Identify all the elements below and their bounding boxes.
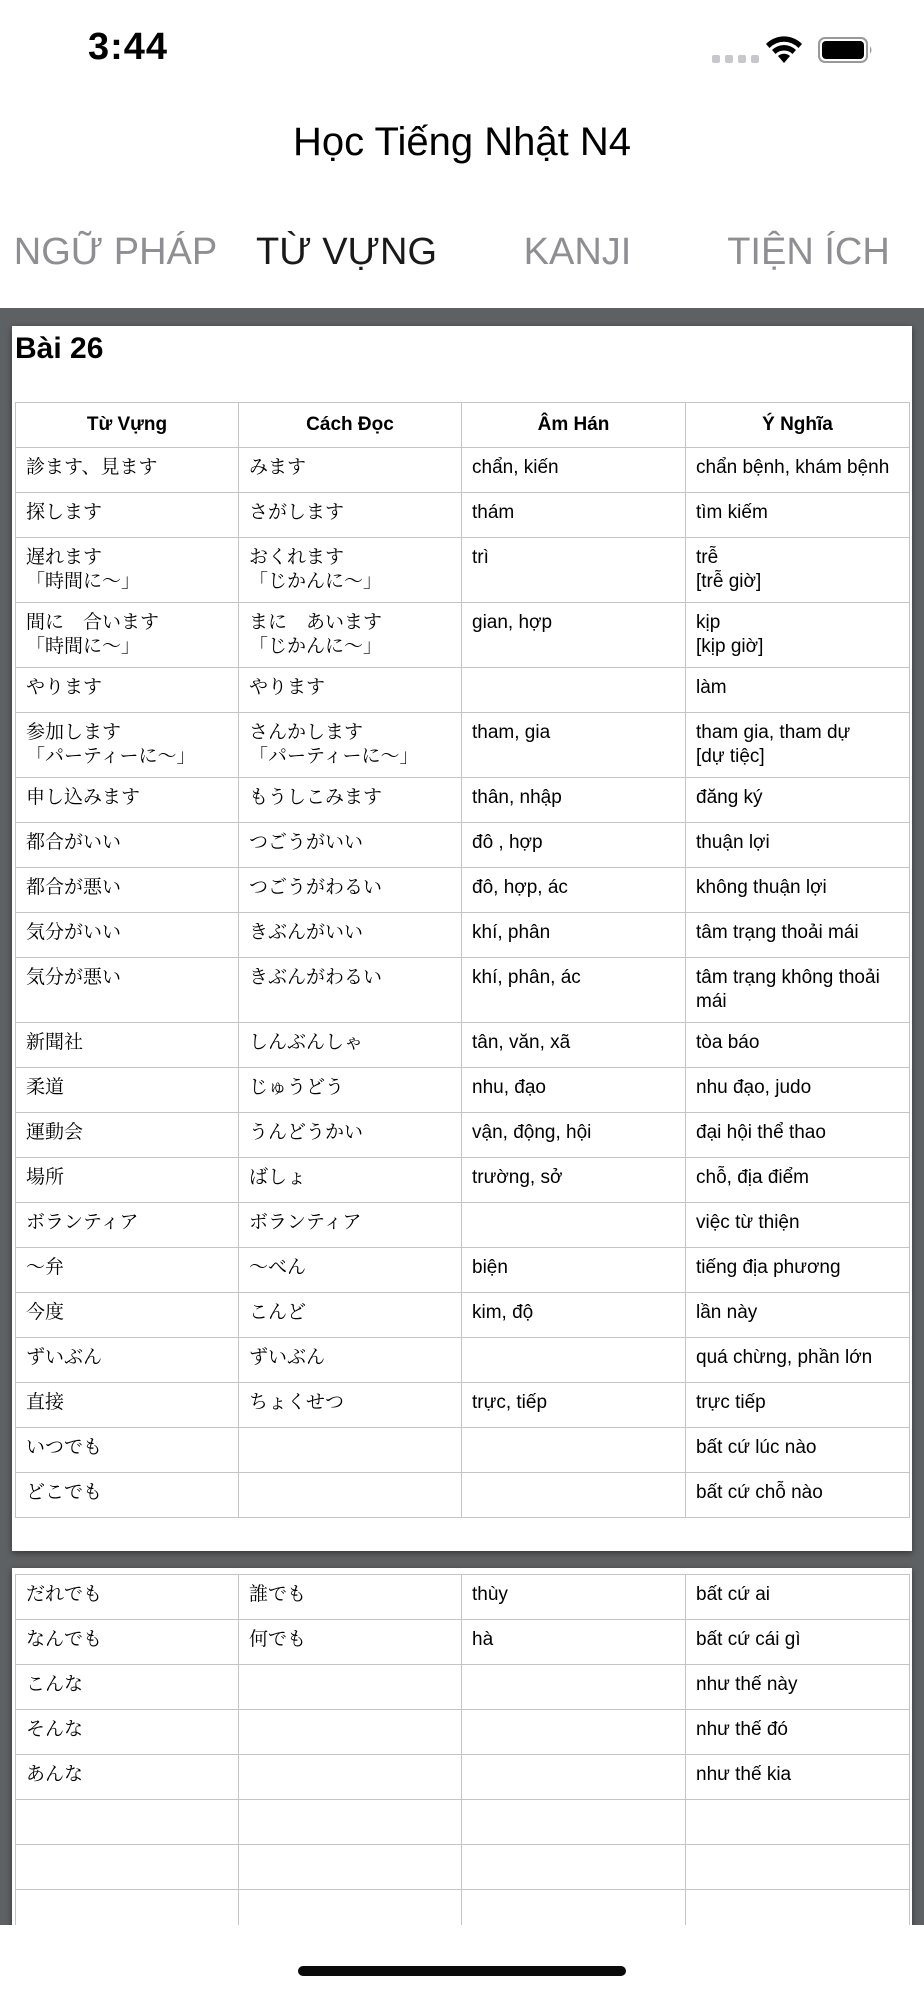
table-row (16, 1890, 910, 1926)
cell-text: kim, độ (472, 1302, 534, 1323)
reading-cell (239, 1068, 462, 1113)
sino-vietnamese-cell (462, 1845, 686, 1890)
cell-text: やります (26, 677, 103, 698)
cell-text: thùy (472, 1584, 508, 1605)
vocab-cell (16, 1575, 239, 1620)
table-row (16, 1428, 910, 1473)
home-indicator[interactable] (298, 1966, 626, 1976)
header-reading: Cách Đọc (239, 403, 462, 448)
sino-vietnamese-cell (462, 1710, 686, 1755)
cell-text: だれでも (26, 1584, 103, 1605)
sino-vietnamese-cell (462, 1338, 686, 1383)
cell-text: [trễ giờ] (696, 571, 762, 592)
tab-kanji[interactable]: KANJI (523, 231, 632, 273)
cell-text: trực, tiếp (472, 1392, 548, 1413)
cell-text: 申し込みます (26, 787, 141, 808)
vocab-cell (16, 778, 239, 823)
cell-text: bất cứ lúc nào (696, 1437, 817, 1458)
vocab-cell (16, 1293, 239, 1338)
table-row (16, 823, 910, 868)
vocabulary-table-continued (15, 1574, 910, 1925)
cell-text: chẩn, kiến (472, 457, 559, 478)
vocab-cell (16, 1620, 239, 1665)
header-meaning: Ý Nghĩa (686, 403, 910, 448)
reading-cell (239, 1248, 462, 1293)
cell-text: bất cứ ai (696, 1584, 770, 1605)
cell-text: 新聞社 (26, 1032, 84, 1053)
sino-vietnamese-cell (462, 713, 686, 778)
meaning-cell (686, 1473, 910, 1518)
vocabulary-table (15, 402, 910, 1518)
table-row (16, 778, 910, 823)
table-row (16, 1158, 910, 1203)
table-row (16, 868, 910, 913)
meaning-cell (686, 1800, 910, 1845)
cell-text: 間に 合います (26, 612, 160, 633)
cell-text: やります (249, 677, 326, 698)
status-time: 3:44 (88, 26, 169, 68)
sino-vietnamese-cell (462, 1203, 686, 1248)
cell-text: ボランティア (249, 1212, 362, 1233)
sino-vietnamese-cell (462, 538, 686, 603)
cell-text: 直接 (26, 1392, 65, 1413)
table-row (16, 1845, 910, 1890)
cell-text: 場所 (26, 1167, 65, 1188)
vocab-cell (16, 1890, 239, 1926)
meaning-cell (686, 1575, 910, 1620)
meaning-cell (686, 1428, 910, 1473)
cell-text: 診ます、見ます (26, 457, 158, 478)
vocab-cell (16, 1665, 239, 1710)
reading-cell (239, 1890, 462, 1926)
cell-text: つごうがいい (249, 832, 364, 853)
reading-cell (239, 1710, 462, 1755)
cell-text: vận, động, hội (472, 1122, 592, 1143)
table-row (16, 1113, 910, 1158)
vocab-cell (16, 913, 239, 958)
document-page-1 (12, 326, 912, 1551)
cell-text: khí, phân (472, 922, 551, 943)
sino-vietnamese-cell (462, 1890, 686, 1926)
cell-text: きぶんがいい (249, 922, 364, 943)
cell-text: lần này (696, 1302, 758, 1323)
reading-cell (239, 603, 462, 668)
cell-text: thuận lợi (696, 832, 770, 853)
vocab-cell (16, 1338, 239, 1383)
sino-vietnamese-cell (462, 448, 686, 493)
table-row (16, 1473, 910, 1518)
cell-text: 「パーティーに～」 (26, 746, 196, 767)
cell-text: 「じかんに～」 (249, 636, 383, 657)
meaning-cell (686, 913, 910, 958)
table-row (16, 668, 910, 713)
cell-text: biện (472, 1257, 508, 1278)
cell-text: khí, phân, ác (472, 967, 581, 988)
cell-text: おくれます (249, 547, 345, 568)
cell-text: ずいぶん (249, 1347, 326, 1368)
vocab-cell (16, 668, 239, 713)
reading-cell (239, 538, 462, 603)
meaning-cell (686, 1023, 910, 1068)
sino-vietnamese-cell (462, 823, 686, 868)
cell-text: quá chừng, phần lớn (696, 1347, 873, 1368)
reading-cell (239, 823, 462, 868)
cell-text: mái (696, 991, 727, 1012)
cell-text: ボランティア (26, 1212, 139, 1233)
reading-cell (239, 1338, 462, 1383)
reading-cell (239, 1755, 462, 1800)
reading-cell (239, 1203, 462, 1248)
cell-text: tâm trạng không thoải (696, 967, 880, 988)
cell-text: まに あいます (249, 612, 383, 633)
meaning-cell (686, 1248, 910, 1293)
vocab-cell (16, 603, 239, 668)
table-row (16, 1620, 910, 1665)
wifi-icon (764, 33, 804, 65)
vocab-cell (16, 1755, 239, 1800)
cell-text: tiếng địa phương (696, 1257, 841, 1278)
cell-text: 探します (26, 502, 103, 523)
cell-text: じゅうどう (249, 1077, 345, 1098)
cell-text: tòa báo (696, 1032, 760, 1053)
vocab-cell (16, 1158, 239, 1203)
sino-vietnamese-cell (462, 1620, 686, 1665)
sino-vietnamese-cell (462, 493, 686, 538)
vocab-cell (16, 1068, 239, 1113)
cell-text: tâm trạng thoải mái (696, 922, 859, 943)
vocab-cell (16, 1473, 239, 1518)
cell-text: như thế này (696, 1674, 798, 1695)
cell-text: tham gia, tham dự (696, 722, 851, 743)
table-row (16, 1248, 910, 1293)
reading-cell (239, 1383, 462, 1428)
cell-text: 「時間に～」 (26, 636, 141, 657)
vocab-cell (16, 958, 239, 1023)
table-row (16, 1665, 910, 1710)
header-vocabulary: Từ Vựng (16, 403, 239, 448)
sino-vietnamese-cell (462, 1023, 686, 1068)
table-row (16, 1575, 910, 1620)
meaning-cell (686, 1158, 910, 1203)
table-row (16, 1800, 910, 1845)
tab-utilities[interactable]: TIỆN ÍCH (727, 231, 890, 273)
cell-text: [dự tiệc] (696, 746, 765, 767)
reading-cell (239, 913, 462, 958)
vocab-cell (16, 1203, 239, 1248)
meaning-cell (686, 1068, 910, 1113)
document-viewer[interactable] (0, 308, 924, 1925)
cell-text: どこでも (26, 1482, 103, 1503)
reading-cell (239, 668, 462, 713)
reading-cell (239, 1845, 462, 1890)
vocab-cell (16, 823, 239, 868)
sino-vietnamese-cell (462, 1248, 686, 1293)
cell-text: đại hội thể thao (696, 1122, 826, 1143)
cell-text: đăng ký (696, 787, 763, 808)
cell-text: đô, hợp, ác (472, 877, 568, 898)
sino-vietnamese-cell (462, 1428, 686, 1473)
sino-vietnamese-cell (462, 913, 686, 958)
sino-vietnamese-cell (462, 1755, 686, 1800)
cell-text: あんな (26, 1764, 84, 1785)
cell-text: đô , hợp (472, 832, 543, 853)
cell-text: nhu, đạo (472, 1077, 546, 1098)
cell-text: 気分がいい (26, 922, 122, 943)
reading-cell (239, 1620, 462, 1665)
cell-text: như thế đó (696, 1719, 788, 1740)
reading-cell (239, 713, 462, 778)
cell-text: bất cứ chỗ nào (696, 1482, 823, 1503)
sino-vietnamese-cell (462, 1473, 686, 1518)
cell-text: 遅れます (26, 547, 103, 568)
vocab-cell (16, 1248, 239, 1293)
cell-text: ～弁 (26, 1257, 65, 1278)
cell-text: gian, hợp (472, 612, 553, 633)
cell-text: [kịp giờ] (696, 636, 764, 657)
cell-text: tân, văn, xã (472, 1032, 571, 1053)
sino-vietnamese-cell (462, 1665, 686, 1710)
cell-text: 柔道 (26, 1077, 65, 1098)
vocab-cell (16, 1428, 239, 1473)
cell-text: そんな (26, 1719, 84, 1740)
cell-text: trực tiếp (696, 1392, 766, 1413)
cell-text: ちょくせつ (249, 1392, 345, 1413)
cell-text: 「時間に～」 (26, 571, 141, 592)
meaning-cell (686, 958, 910, 1023)
table-row (16, 713, 910, 778)
reading-cell (239, 1158, 462, 1203)
vocab-cell (16, 1845, 239, 1890)
vocab-cell (16, 448, 239, 493)
cell-text: trễ (696, 547, 719, 568)
sino-vietnamese-cell (462, 778, 686, 823)
cell-text: làm (696, 677, 727, 698)
cell-text: 都合が悪い (26, 877, 122, 898)
cell-text: こんど (249, 1302, 307, 1323)
vocab-cell (16, 538, 239, 603)
cell-text: kịp (696, 612, 721, 633)
table-row (16, 538, 910, 603)
meaning-cell (686, 538, 910, 603)
cell-text: つごうがわるい (249, 877, 383, 898)
table-row (16, 1338, 910, 1383)
cell-text: 気分が悪い (26, 967, 122, 988)
cell-text: 「パーティーに～」 (249, 746, 419, 767)
sino-vietnamese-cell (462, 1575, 686, 1620)
cell-text: tìm kiếm (696, 502, 768, 523)
reading-cell (239, 778, 462, 823)
vocab-cell (16, 1023, 239, 1068)
cellular-signal-icon (712, 55, 759, 63)
meaning-cell (686, 603, 910, 668)
cell-text: ずいぶん (26, 1347, 103, 1368)
sino-vietnamese-cell (462, 1800, 686, 1845)
table-row (16, 448, 910, 493)
meaning-cell (686, 1338, 910, 1383)
cell-text: trì (472, 547, 489, 568)
reading-cell (239, 1428, 462, 1473)
meaning-cell (686, 1755, 910, 1800)
table-row (16, 1755, 910, 1800)
document-page-2 (12, 1568, 912, 1925)
table-row (16, 603, 910, 668)
cell-text: もうしこみます (249, 787, 383, 808)
reading-cell (239, 1023, 462, 1068)
cell-text: 今度 (26, 1302, 65, 1323)
table-row (16, 1023, 910, 1068)
cell-text: みます (249, 457, 307, 478)
vocab-cell (16, 493, 239, 538)
cell-text: さがします (249, 502, 345, 523)
sino-vietnamese-cell (462, 668, 686, 713)
meaning-cell (686, 1665, 910, 1710)
cell-text: chỗ, địa điểm (696, 1167, 810, 1188)
table-row (16, 913, 910, 958)
sino-vietnamese-cell (462, 1158, 686, 1203)
lesson-title: Bài 26 (15, 332, 104, 365)
cell-text: không thuận lợi (696, 877, 827, 898)
status-bar (0, 0, 924, 100)
cell-text: さんかします (249, 722, 364, 743)
cell-text: しんぶんしゃ (249, 1032, 364, 1053)
cell-text: bất cứ cái gì (696, 1629, 801, 1650)
reading-cell (239, 493, 462, 538)
cell-text: こんな (26, 1674, 84, 1695)
meaning-cell (686, 778, 910, 823)
sino-vietnamese-cell (462, 1068, 686, 1113)
reading-cell (239, 1473, 462, 1518)
table-row (16, 1203, 910, 1248)
meaning-cell (686, 1890, 910, 1926)
cell-text: ばしょ (249, 1167, 307, 1188)
table-row (16, 1383, 910, 1428)
header-sino-vietnamese: Âm Hán (462, 403, 686, 448)
cell-text: ～べん (249, 1257, 307, 1278)
table-row (16, 1068, 910, 1113)
tab-bar (0, 222, 924, 282)
sino-vietnamese-cell (462, 868, 686, 913)
cell-text: 運動会 (26, 1122, 84, 1143)
sino-vietnamese-cell (462, 1293, 686, 1338)
cell-text: thám (472, 502, 515, 523)
meaning-cell (686, 868, 910, 913)
cell-text: いつでも (26, 1437, 103, 1458)
meaning-cell (686, 1113, 910, 1158)
meaning-cell (686, 1620, 910, 1665)
meaning-cell (686, 493, 910, 538)
reading-cell (239, 1293, 462, 1338)
vocab-cell (16, 1800, 239, 1845)
table-row (16, 958, 910, 1023)
cell-text: tham, gia (472, 722, 551, 743)
vocab-cell (16, 1383, 239, 1428)
tab-vocabulary[interactable]: TỪ VỰNG (255, 231, 438, 273)
table-header-row (16, 403, 910, 448)
reading-cell (239, 448, 462, 493)
reading-cell (239, 1800, 462, 1845)
cell-text: trường, sở (472, 1167, 563, 1188)
reading-cell (239, 958, 462, 1023)
cell-text: chẩn bệnh, khám bệnh (696, 457, 890, 478)
reading-cell (239, 868, 462, 913)
sino-vietnamese-cell (462, 603, 686, 668)
meaning-cell (686, 823, 910, 868)
meaning-cell (686, 713, 910, 778)
cell-text: なんでも (26, 1629, 103, 1650)
cell-text: thân, nhập (472, 787, 562, 808)
reading-cell (239, 1575, 462, 1620)
vocab-cell (16, 1710, 239, 1755)
meaning-cell (686, 1203, 910, 1248)
cell-text: うんどうかい (249, 1122, 364, 1143)
meaning-cell (686, 1845, 910, 1890)
meaning-cell (686, 1383, 910, 1428)
cell-text: 何でも (249, 1629, 307, 1650)
cell-text: nhu đạo, judo (696, 1077, 812, 1098)
reading-cell (239, 1113, 462, 1158)
app-title: Học Tiếng Nhật N4 (293, 120, 631, 164)
battery-icon (818, 36, 874, 64)
meaning-cell (686, 1710, 910, 1755)
vocab-cell (16, 1113, 239, 1158)
cell-text: 誰でも (249, 1584, 307, 1605)
sino-vietnamese-cell (462, 1113, 686, 1158)
cell-text: 参加します (26, 722, 122, 743)
reading-cell (239, 1665, 462, 1710)
cell-text: きぶんがわるい (249, 967, 383, 988)
cell-text: 「じかんに～」 (249, 571, 383, 592)
meaning-cell (686, 448, 910, 493)
cell-text: 都合がいい (26, 832, 122, 853)
cell-text: hà (472, 1629, 494, 1650)
table-row (16, 1293, 910, 1338)
cell-text: việc từ thiện (696, 1212, 800, 1233)
meaning-cell (686, 1293, 910, 1338)
tab-grammar[interactable]: NGỮ PHÁP (13, 231, 218, 273)
sino-vietnamese-cell (462, 1383, 686, 1428)
vocab-cell (16, 868, 239, 913)
vocab-cell (16, 713, 239, 778)
cell-text: như thế kia (696, 1764, 792, 1785)
meaning-cell (686, 668, 910, 713)
table-row (16, 1710, 910, 1755)
sino-vietnamese-cell (462, 958, 686, 1023)
table-row (16, 493, 910, 538)
